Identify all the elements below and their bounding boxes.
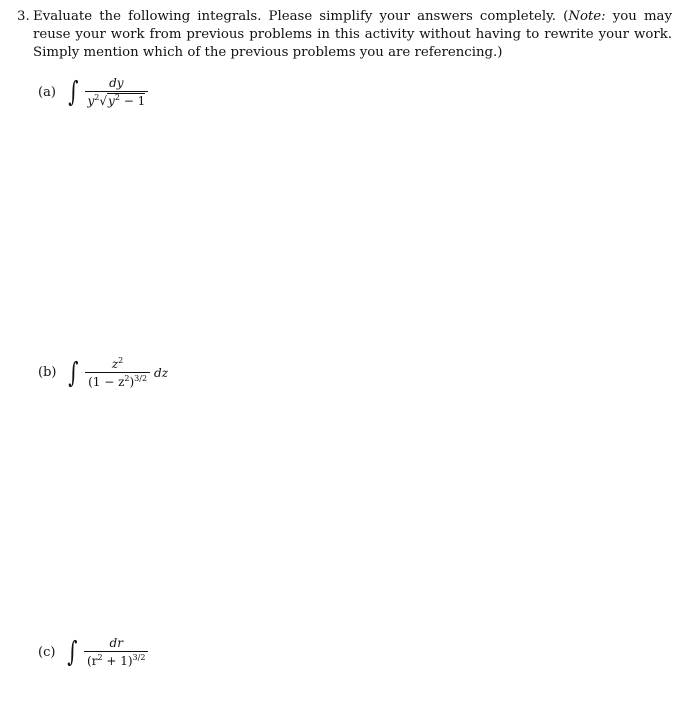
part-a-fraction — [85, 76, 149, 108]
part-b-fraction — [85, 356, 150, 389]
integral-sign: ∫ — [67, 635, 78, 668]
part-a-denominator — [85, 91, 149, 108]
part-b-denominator — [85, 372, 150, 389]
part-b-label: (b) — [38, 365, 57, 380]
part-c-den-outer-exp: 3/2 — [132, 653, 146, 662]
part-b-den-close: ) — [129, 375, 135, 389]
part-a — [38, 76, 148, 108]
problem-number: 3. — [17, 9, 30, 24]
radical-sign: √ — [99, 94, 108, 108]
part-c-label: (c) — [38, 644, 56, 660]
part-b — [38, 356, 168, 389]
part-a-radicand — [107, 93, 145, 108]
part-c-den-inner-exp: 2 — [97, 653, 103, 662]
part-a-radicand-exp: 2 — [114, 93, 120, 102]
part-c-fraction — [84, 636, 148, 668]
part-b-den-base: (1 − z — [88, 375, 125, 389]
integral-sign: ∫ — [68, 75, 79, 108]
part-b-den-outer-exp: 3/2 — [134, 374, 148, 383]
instructions-note-text: you may reuse your work from previous problems in this activity without having to rewrite your work. Simply mention which of the previous problems you are referencing.) — [33, 9, 672, 60]
part-a-den-exp: 2 — [94, 93, 100, 102]
part-a-radicand-rest: − 1 — [119, 94, 146, 108]
part-c-denominator — [84, 651, 148, 668]
part-b-num-exp: 2 — [118, 356, 124, 365]
part-b-differential: dz — [154, 365, 169, 380]
part-b-den-inner-exp: 2 — [124, 374, 130, 383]
part-b-num-var: z — [111, 357, 119, 371]
part-a-numerator: dy — [109, 76, 124, 90]
instructions-text: Evaluate the following integrals. Please simplify your answers completely. ( — [33, 9, 569, 24]
part-c-den-rest: + 1) — [102, 654, 133, 668]
problem-instructions — [33, 8, 672, 62]
part-c — [38, 636, 148, 668]
integral-sign: ∫ — [68, 355, 79, 389]
part-c-numerator: dr — [109, 636, 123, 650]
note-label: Note: — [568, 9, 606, 24]
part-c-den-base: (r — [87, 654, 98, 668]
part-a-den-var: y — [87, 94, 95, 108]
part-a-radicand-var: y — [108, 94, 115, 108]
part-b-numerator — [109, 356, 126, 372]
problem-3 — [17, 8, 672, 62]
part-a-label: (a) — [38, 84, 56, 100]
